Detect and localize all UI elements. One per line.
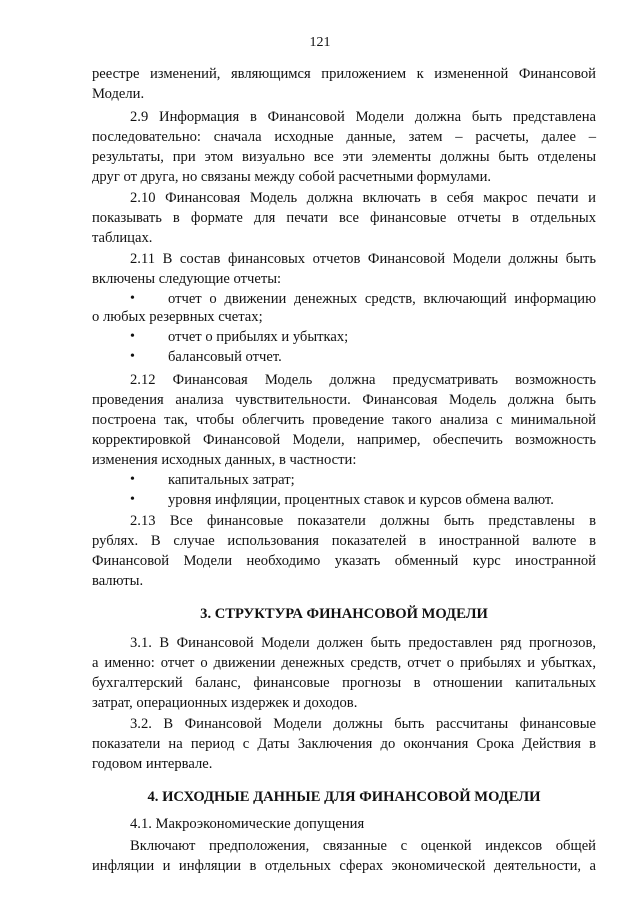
bullet-icon: • [130,349,135,364]
text-line: результаты, при этом визуально все эти элементы должны быть отделены [92,149,596,165]
bullet-icon: • [130,492,135,507]
text-line: таблицах. [92,230,153,246]
section-4-heading: 4. ИСХОДНЫЕ ДАННЫЕ ДЛЯ ФИНАНСОВОЙ МОДЕЛИ [147,789,541,805]
paragraph-2-11-start: 2.11 В состав финансовых отчетов Финансовой Модели должны быть [130,251,596,267]
paragraph-2-12-start: 2.12 Финансовая Модель должна предусматривать возможность [130,372,596,388]
list-item-continuation: о любых резервных счетах; [92,309,263,325]
paragraph-3-2-start: 3.2. В Финансовой Модели должны быть рассчитаны финансовые [130,716,596,732]
text-line: включены следующие отчеты: [92,271,282,287]
text-line: друг от друга, но связаны между собой расчетными формулами. [92,169,492,185]
page-number: 121 [309,35,331,50]
text-line: изменения исходных данных, в частности: [92,452,357,468]
paragraph-2-10-start: 2.10 Финансовая Модель должна включать в себя макрос печати и [130,190,596,206]
list-item: отчет о движении денежных средств, включающий информацию [168,291,596,307]
text-line: Модели. [92,86,145,102]
bullet-icon: • [130,329,135,344]
paragraph-2-9-start: 2.9 Информация в Финансовой Модели должна быть представлена [130,109,596,125]
subsection-4-1-heading: 4.1. Макроэкономические допущения [130,816,365,832]
text-line: затрат, операционных издержек и доходов. [92,695,358,711]
list-item: капитальных затрат; [168,472,295,488]
text-line: Финансовой Модели необходимо указать обменный курс иностранной [92,553,596,569]
text-line: показывать в формате для печати все финансовые отчеты в отдельных [92,210,596,226]
paragraph-4-1-start: Включают предположения, связанные с оценкой индексов общей [130,838,596,854]
bullet-icon: • [130,291,135,306]
section-3-heading: 3. СТРУКТУРА ФИНАНСОВОЙ МОДЕЛИ [200,606,488,622]
text-line: реестре изменений, являющимся приложением к измененной Финансовой [92,66,596,82]
list-item: отчет о прибылях и убытках; [168,329,349,345]
text-line: валюты. [92,573,144,589]
text-line: проведения анализа чувствительности. Финансовая Модель должна быть [92,392,596,408]
paragraph-2-13-start: 2.13 Все финансовые показатели должны быть представлены в [130,513,596,529]
text-line: бухгалтерский баланс, финансовые прогнозы в отношении капитальных [92,675,596,691]
text-line: а именно: отчет о движении денежных средств, отчет о прибылях и убытках, [92,655,596,671]
text-line: инфляции и инфляции в отдельных сферах экономической деятельности, а [92,858,596,874]
list-item: балансовый отчет. [168,349,282,365]
text-line: построена так, чтобы облегчить проведение такого анализа с минимальной [92,412,596,428]
paragraph-3-1-start: 3.1. В Финансовой Модели должен быть предоставлен ряд прогнозов, [130,635,596,651]
text-line: годовом интервале. [92,756,213,772]
bullet-icon: • [130,472,135,487]
text-line: корректировкой Финансовой Модели, например, обеспечить возможность [92,432,596,448]
text-line: рублях. В случае использования показателей в иностранной валюте в [92,533,596,549]
text-line: показатели на период с Даты Заключения до окончания Срока Действия в [92,736,596,752]
text-line: последовательно: сначала исходные данные, затем – расчеты, далее – [92,129,596,145]
list-item: уровня инфляции, процентных ставок и курсов обмена валют. [168,492,554,508]
